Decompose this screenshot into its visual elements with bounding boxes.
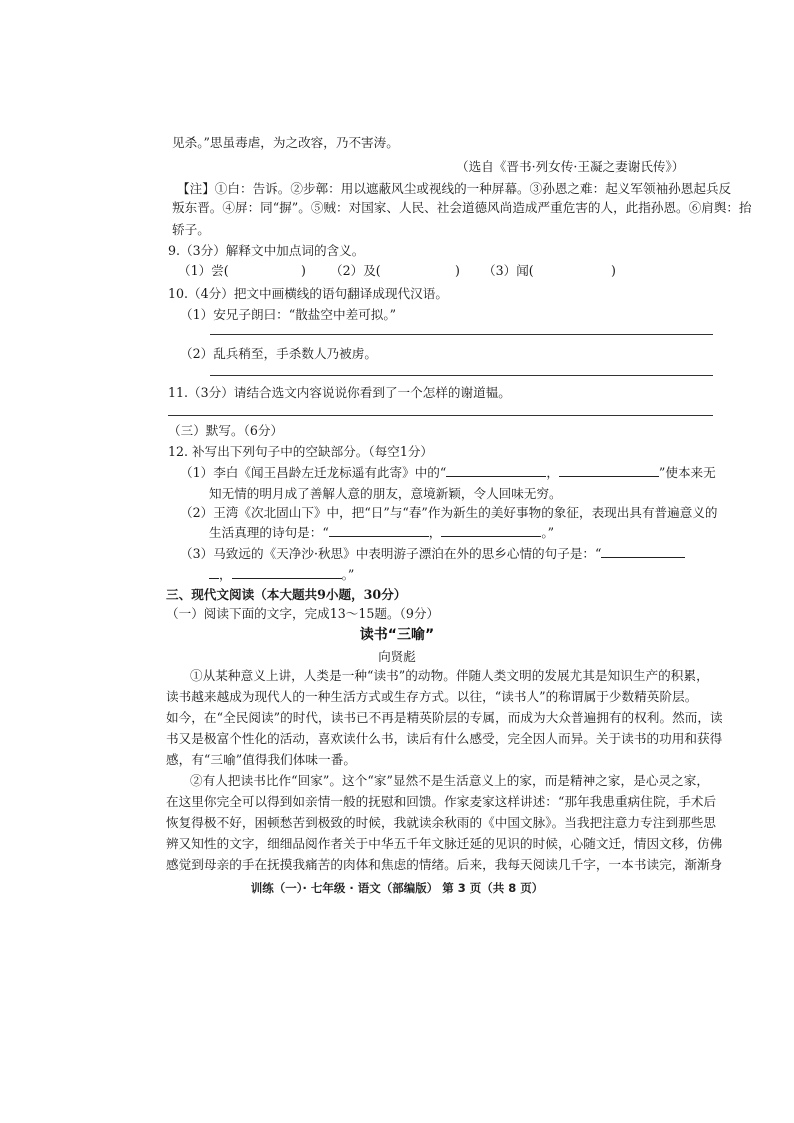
fill-blank[interactable] (601, 546, 685, 558)
article-line: 书又是极富个性化的活动，喜欢读什么书，读后有什么感受，完全因人而异。关于读书的功用和获得 (166, 731, 723, 746)
fill-blank-cont[interactable] (209, 567, 219, 579)
q10-sub-2: （2）乱兵稍至，手杀数人乃被虏。 (180, 346, 377, 361)
comma: ， (428, 525, 442, 540)
note-line: 轿子。 (172, 222, 210, 237)
question-12: 12. 补写出下列句子中的空缺部分。（每空1分） (168, 444, 434, 459)
comma: ， (546, 465, 559, 480)
note-line: 叛东晋。④屏：同“摒”。⑤贼：对国家、人民、社会道德风尚造成严重危害的人，此指孙恩。⑥肩舆：抬 (172, 200, 752, 215)
end-punct: 。” (341, 567, 355, 582)
q9-item-2: （2）及( (330, 263, 381, 278)
question-9: 9.（3分）解释文中加点词的含义。 (168, 243, 365, 258)
section-heading: （三）默写。（6分） (168, 423, 284, 438)
q9-item-2-close: ) (455, 263, 460, 278)
q12-sentence-1 (180, 464, 716, 481)
article-line: 读书越来越成为现代人的一种生活方式或生存方式。以往，“读书人”的称谓属于少数精英阶层。 (166, 689, 698, 704)
q12-s1-suffix: ”使本来无 (658, 465, 716, 480)
q9-item-3: （3）闻( (483, 263, 534, 278)
q12-sentence-2: （2）王湾《次北固山下》中，把“日”与“春”作为新生的美好事物的象征，表现出具有普遍意义的 (180, 505, 718, 520)
article-line: 恢复得极不好，困顿愁苦到极致的时候，我就读余秋雨的《中国文脉》。当我把注意力专注到那些思 (166, 815, 717, 830)
q12-s2-prefix: 生活真理的诗句是：“ (209, 525, 329, 540)
end-punct: 。” (541, 525, 555, 540)
article-line: 辨又知性的文字，细细品阅作者关于中华五千年文脉迁延的见识的时候，心随文迁，情因文移，仿佛 (166, 836, 723, 851)
q12-sentence-2-cont (209, 524, 554, 541)
article-author: 向贤彪 (378, 649, 416, 664)
reading-instruction: （一）阅读下面的文字，完成13～15题。（9分） (166, 606, 440, 621)
q12-s3-prefix: （3）马致远的《天净沙·秋思》中表明游子漂泊在外的思乡心情的句子是：“ (180, 546, 602, 561)
answer-line (210, 375, 713, 376)
q9-item-3-close: ) (611, 263, 616, 278)
note-line: 【注】①白：告诉。②步鄣：用以遮蔽风尘或视线的一种屏幕。③孙恩之难：起义军领袖孙恩起兵反 (177, 181, 732, 196)
fill-blank[interactable] (232, 567, 342, 579)
q9-item-1-close: ) (301, 263, 306, 278)
q12-sentence-3 (180, 545, 685, 562)
q10-sub-1: （1）安兄子朗曰：“散盐空中差可拟。” (180, 307, 397, 322)
comma: ， (219, 567, 232, 582)
fill-blank[interactable] (446, 465, 546, 477)
part-heading: 三、现代文阅读（本大题共9小题，30分） (166, 587, 407, 602)
article-line: 感，有“三喻”值得我们体味一番。 (166, 752, 356, 767)
q9-item-1: （1）尝( (178, 263, 229, 278)
source-citation: （选自《晋书·列女传·王凝之妻谢氏传》） (456, 159, 685, 174)
question-11: 11.（3分）请结合选文内容说说你看到了一个怎样的谢道韫。 (168, 385, 511, 400)
answer-line (168, 415, 713, 416)
fill-blank[interactable] (329, 525, 429, 537)
answer-line (210, 334, 713, 335)
q12-sentence-3-cont (209, 566, 354, 583)
article-title: 读书“三喻” (359, 627, 435, 643)
article-line: 感觉到母亲的手在抚摸我痛苦的肉体和焦虑的情绪。后来，我每天阅读几千字，一本书读完，渐渐身 (166, 857, 723, 872)
article-line: ②有人把读书比作“回家”。这个“家”显然不是生活意义上的家，而是精神之家，是心灵之家， (190, 773, 710, 788)
fill-blank[interactable] (441, 525, 541, 537)
question-10: 10.（4分）把文中画横线的语句翻译成现代汉语。 (168, 286, 448, 301)
body-text-line: 见杀。”思虽毒虐，为之改容，乃不害涛。 (172, 135, 399, 150)
q12-sentence-1-cont: 知无情的明月成了善解人意的朋友，意境新颖，令人回味无穷。 (209, 486, 562, 501)
article-line: 如今，在“全民阅读”的时代，读书已不再是精英阶层的专属，而成为大众普遍拥有的权利。然而，读 (166, 710, 723, 725)
article-line: 在这里你完全可以得到如亲情一般的抚慰和回馈。作家麦家这样讲述：“那年我患重病住院，手术后 (166, 794, 717, 809)
fill-blank[interactable] (559, 465, 659, 477)
article-line: ①从某种意义上讲，人类是一种“读书”的动物。伴随人类文明的发展尤其是知识生产的积累， (190, 668, 709, 683)
q12-s1-prefix: （1）李白《闻王昌龄左迁龙标遥有此寄》中的“ (180, 465, 447, 480)
page-footer: 训练（一）· 七年级 · 语文（部编版） 第 3 页（共 8 页） (250, 881, 544, 895)
